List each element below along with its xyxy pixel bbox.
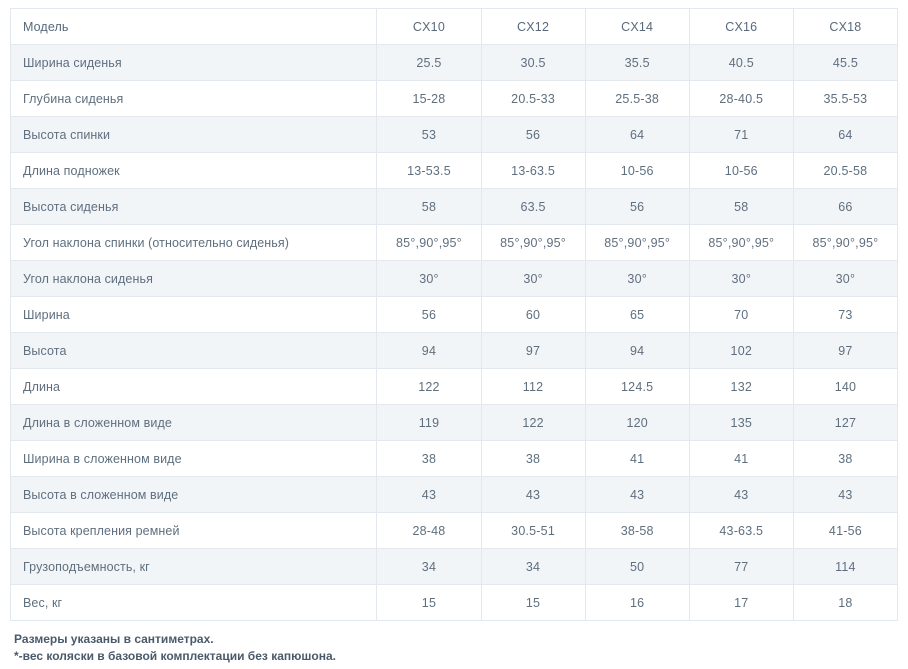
row-value-cell: 41-56: [793, 513, 897, 549]
table-row: [11, 225, 898, 261]
row-label-cell: Ширина: [11, 297, 377, 333]
row-value-cell: 38-58: [585, 513, 689, 549]
row-value-cell: 56: [481, 117, 585, 153]
row-label-cell: Длина подножек: [11, 153, 377, 189]
row-value-cell: 114: [793, 549, 897, 585]
row-value-cell: 20.5-58: [793, 153, 897, 189]
row-value-cell: 71: [689, 117, 793, 153]
row-value-cell: 85°,90°,95°: [481, 225, 585, 261]
row-label-cell: Грузоподъемность, кг: [11, 549, 377, 585]
row-value-cell: 35.5: [585, 45, 689, 81]
row-value-cell: 43: [585, 477, 689, 513]
table-body: [11, 9, 898, 621]
table-notes: [10, 631, 898, 666]
row-value-cell: 120: [585, 405, 689, 441]
row-label-cell: Высота в сложенном виде: [11, 477, 377, 513]
row-label-cell: Ширина в сложенном виде: [11, 441, 377, 477]
row-value-cell: 50: [585, 549, 689, 585]
table-row: [11, 261, 898, 297]
table-row: [11, 513, 898, 549]
row-value-cell: 43-63.5: [689, 513, 793, 549]
table-row: [11, 549, 898, 585]
row-label-cell: Угол наклона спинки (относительно сиденья): [11, 225, 377, 261]
row-value-cell: 127: [793, 405, 897, 441]
row-value-cell: 85°,90°,95°: [377, 225, 481, 261]
row-value-cell: 30°: [377, 261, 481, 297]
row-value-cell: 102: [689, 333, 793, 369]
table-row: [11, 117, 898, 153]
row-value-cell: 97: [481, 333, 585, 369]
row-value-cell: 45.5: [793, 45, 897, 81]
row-value-cell: 41: [585, 441, 689, 477]
row-value-cell: 13-63.5: [481, 153, 585, 189]
table-row: [11, 441, 898, 477]
row-value-cell: 85°,90°,95°: [793, 225, 897, 261]
row-label-cell: Длина в сложенном виде: [11, 405, 377, 441]
row-value-cell: 73: [793, 297, 897, 333]
row-value-cell: 34: [377, 549, 481, 585]
row-value-cell: 25.5: [377, 45, 481, 81]
row-value-cell: 94: [585, 333, 689, 369]
header-cell-model: CX10: [377, 9, 481, 45]
row-value-cell: 135: [689, 405, 793, 441]
row-value-cell: 85°,90°,95°: [585, 225, 689, 261]
row-value-cell: 30°: [585, 261, 689, 297]
row-value-cell: 28-48: [377, 513, 481, 549]
row-value-cell: 124.5: [585, 369, 689, 405]
table-row: [11, 81, 898, 117]
table-header-row: [11, 9, 898, 45]
row-value-cell: 66: [793, 189, 897, 225]
row-value-cell: 10-56: [689, 153, 793, 189]
row-label-cell: Высота спинки: [11, 117, 377, 153]
row-value-cell: 63.5: [481, 189, 585, 225]
note-line-1: Размеры указаны в сантиметрах.: [14, 632, 214, 646]
header-cell-model: CX16: [689, 9, 793, 45]
row-value-cell: 60: [481, 297, 585, 333]
row-value-cell: 64: [793, 117, 897, 153]
row-value-cell: 43: [377, 477, 481, 513]
row-label-cell: Высота: [11, 333, 377, 369]
row-value-cell: 15: [481, 585, 585, 621]
note-line-2: *-вес коляски в базовой комплектации без капюшона.: [14, 649, 336, 664]
row-label-cell: Угол наклона сиденья: [11, 261, 377, 297]
row-value-cell: 94: [377, 333, 481, 369]
row-value-cell: 140: [793, 369, 897, 405]
table-row: [11, 153, 898, 189]
row-value-cell: 35.5-53: [793, 81, 897, 117]
row-value-cell: 13-53.5: [377, 153, 481, 189]
table-row: [11, 369, 898, 405]
row-value-cell: 43: [481, 477, 585, 513]
row-label-cell: Вес, кг: [11, 585, 377, 621]
specifications-table: [10, 8, 898, 621]
row-value-cell: 38: [481, 441, 585, 477]
row-value-cell: 58: [689, 189, 793, 225]
row-label-cell: Ширина сиденья: [11, 45, 377, 81]
row-label-cell: Глубина сиденья: [11, 81, 377, 117]
row-value-cell: 30.5-51: [481, 513, 585, 549]
row-value-cell: 56: [585, 189, 689, 225]
row-value-cell: 16: [585, 585, 689, 621]
row-value-cell: 56: [377, 297, 481, 333]
table-row: [11, 45, 898, 81]
row-value-cell: 122: [377, 369, 481, 405]
row-value-cell: 85°,90°,95°: [689, 225, 793, 261]
row-value-cell: 30.5: [481, 45, 585, 81]
row-value-cell: 41: [689, 441, 793, 477]
row-value-cell: 18: [793, 585, 897, 621]
row-label-cell: Высота сиденья: [11, 189, 377, 225]
row-value-cell: 15-28: [377, 81, 481, 117]
row-value-cell: 58: [377, 189, 481, 225]
header-cell-model: CX14: [585, 9, 689, 45]
row-value-cell: 10-56: [585, 153, 689, 189]
row-value-cell: 122: [481, 405, 585, 441]
row-value-cell: 53: [377, 117, 481, 153]
row-value-cell: 43: [689, 477, 793, 513]
row-value-cell: 34: [481, 549, 585, 585]
header-cell-model: CX12: [481, 9, 585, 45]
row-label-cell: Длина: [11, 369, 377, 405]
table-row: [11, 477, 898, 513]
table-row: [11, 405, 898, 441]
row-value-cell: 70: [689, 297, 793, 333]
table-row: [11, 189, 898, 225]
row-value-cell: 20.5-33: [481, 81, 585, 117]
row-value-cell: 25.5-38: [585, 81, 689, 117]
row-value-cell: 132: [689, 369, 793, 405]
row-value-cell: 15: [377, 585, 481, 621]
header-cell-model: CX18: [793, 9, 897, 45]
row-value-cell: 97: [793, 333, 897, 369]
row-value-cell: 64: [585, 117, 689, 153]
row-value-cell: 112: [481, 369, 585, 405]
row-label-cell: Высота крепления ремней: [11, 513, 377, 549]
row-value-cell: 119: [377, 405, 481, 441]
row-value-cell: 30°: [689, 261, 793, 297]
row-value-cell: 38: [377, 441, 481, 477]
row-value-cell: 38: [793, 441, 897, 477]
row-value-cell: 40.5: [689, 45, 793, 81]
row-value-cell: 77: [689, 549, 793, 585]
table-row: [11, 585, 898, 621]
table-row: [11, 333, 898, 369]
row-value-cell: 28-40.5: [689, 81, 793, 117]
row-value-cell: 30°: [481, 261, 585, 297]
header-cell-parameter: Модель: [11, 9, 377, 45]
row-value-cell: 65: [585, 297, 689, 333]
row-value-cell: 30°: [793, 261, 897, 297]
row-value-cell: 43: [793, 477, 897, 513]
table-row: [11, 297, 898, 333]
row-value-cell: 17: [689, 585, 793, 621]
